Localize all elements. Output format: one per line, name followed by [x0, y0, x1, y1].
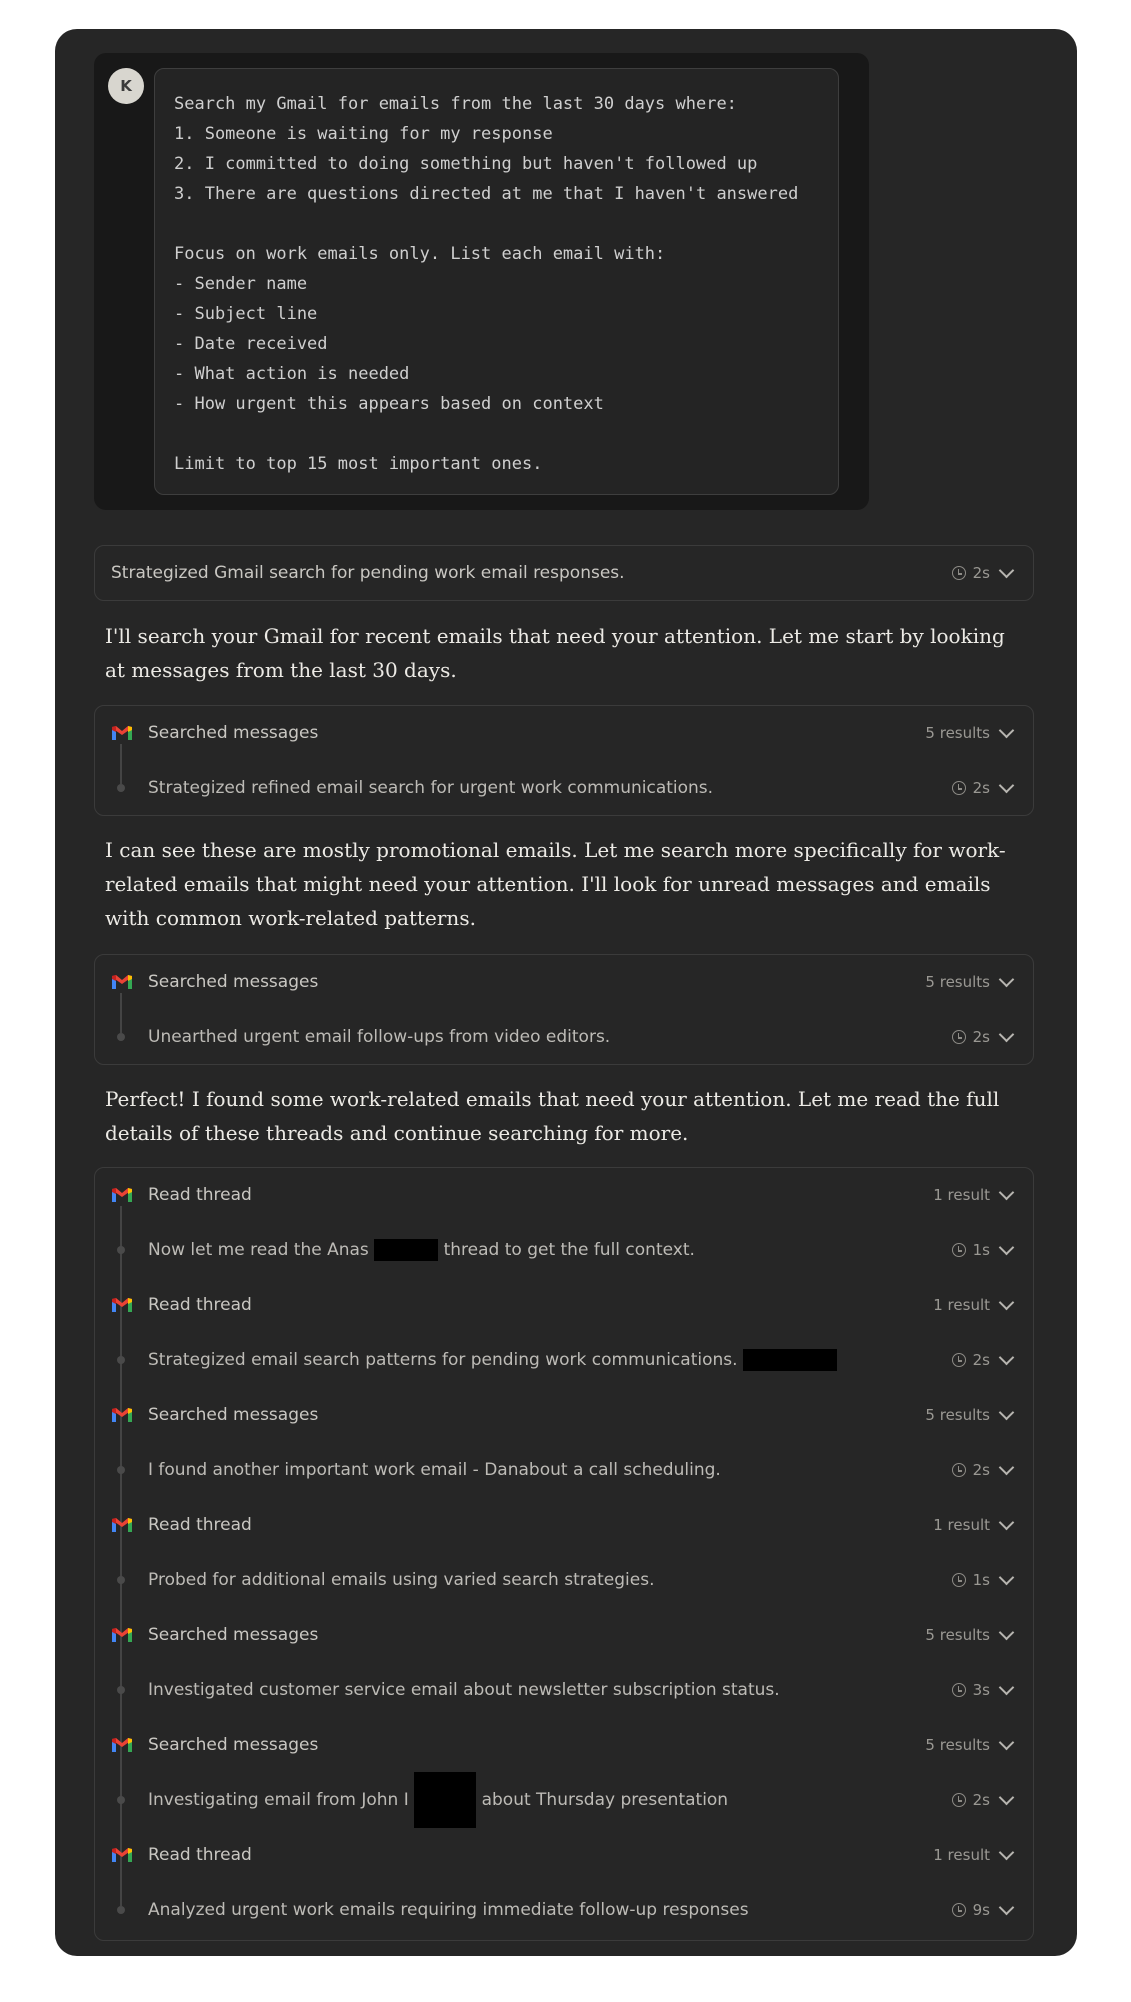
thinking-summary[interactable]: [94, 545, 1034, 601]
tool-call-row[interactable]: [95, 1180, 1033, 1210]
thinking-row[interactable]: [95, 773, 1033, 803]
redacted-name: [374, 1239, 438, 1261]
redacted-name: [414, 1772, 476, 1828]
tool-call-row[interactable]: [95, 718, 1033, 748]
chevron-down-icon[interactable]: [999, 1845, 1015, 1861]
result-count: 1 result: [933, 1846, 990, 1864]
thinking-text: Probed for additional emails using varied search strategies.: [148, 1570, 655, 1590]
result-count: 1 result: [933, 1296, 990, 1314]
thinking-label: [148, 1349, 837, 1371]
step-dot: [117, 1356, 125, 1364]
step-dot: [117, 1033, 125, 1041]
clock-icon: [952, 1573, 966, 1587]
thinking-duration: 2s: [972, 1461, 990, 1479]
tool-call-row[interactable]: [95, 1620, 1033, 1650]
gmail-icon: [111, 1187, 133, 1203]
thinking-row[interactable]: [95, 1565, 1033, 1595]
thinking-text: Investigating email from John I: [148, 1790, 409, 1810]
step-dot: [117, 1796, 125, 1804]
chevron-down-icon[interactable]: [999, 1240, 1015, 1256]
thinking-row[interactable]: [95, 1345, 1033, 1375]
thinking-text: Investigated customer service email about newsletter subscription status.: [148, 1680, 780, 1700]
tool-call-label: Read thread: [148, 1295, 252, 1315]
clock-icon: [952, 1903, 966, 1917]
tool-group: [94, 954, 1034, 1065]
chevron-down-icon[interactable]: [999, 1735, 1015, 1751]
thinking-row[interactable]: [95, 1022, 1033, 1052]
step-dot: [117, 1576, 125, 1584]
tool-call-label: Searched messages: [148, 1625, 319, 1645]
thinking-duration: 2s: [972, 779, 990, 797]
gmail-icon: [111, 725, 133, 741]
clock-icon: [952, 1793, 966, 1807]
tool-group: [94, 705, 1034, 816]
tool-call-label: Searched messages: [148, 972, 319, 992]
thinking-label: Unearthed urgent email follow-ups from video editors.: [148, 1027, 611, 1047]
thinking-label: [148, 1772, 728, 1828]
thinking-row[interactable]: [95, 1455, 1033, 1485]
thinking-duration: 9s: [972, 1901, 990, 1919]
thinking-label: Strategized refined email search for urgent work communications.: [148, 778, 714, 798]
thinking-duration: 1s: [972, 1241, 990, 1259]
chevron-down-icon[interactable]: [999, 1680, 1015, 1696]
redacted-name: [743, 1349, 837, 1371]
thinking-label: [148, 1680, 780, 1700]
chevron-down-icon[interactable]: [999, 1790, 1015, 1806]
chat-container: [55, 29, 1077, 1956]
thinking-text: about Thursday presentation: [481, 1790, 729, 1810]
tool-call-label: Searched messages: [148, 1735, 319, 1755]
clock-icon: [952, 1243, 966, 1257]
gmail-icon: [111, 1627, 133, 1643]
step-dot: [117, 1466, 125, 1474]
thinking-label: [148, 1900, 749, 1920]
thinking-text: Now let me read the Anas: [148, 1240, 369, 1260]
thinking-row[interactable]: [95, 1675, 1033, 1705]
thinking-text: Analyzed urgent work emails requiring immediate follow-up responses: [148, 1900, 749, 1920]
thinking-row[interactable]: [95, 1895, 1033, 1925]
chevron-down-icon[interactable]: [999, 778, 1015, 794]
gmail-icon: [111, 1737, 133, 1753]
result-count: 5 results: [925, 973, 990, 991]
thinking-duration: 2s: [972, 1351, 990, 1369]
chevron-down-icon[interactable]: [999, 1295, 1015, 1311]
thinking-label: [148, 1570, 655, 1590]
thinking-row[interactable]: [95, 1785, 1033, 1815]
thinking-duration: 2s: [972, 1791, 990, 1809]
assistant-paragraph: I'll search your Gmail for recent emails that need your attention. Let me start by looking at messages from the last 30 days.: [105, 624, 1005, 682]
assistant-paragraph: I can see these are mostly promotional emails. Let me search more specifically for work-related emails that might need your attention. I'll look for unread messages and emails with common work-related patterns.: [105, 838, 1006, 930]
result-count: 1 result: [933, 1186, 990, 1204]
tool-call-row[interactable]: [95, 1400, 1033, 1430]
thinking-row[interactable]: [95, 1235, 1033, 1265]
user-message: [94, 53, 869, 510]
step-dot: [117, 784, 125, 792]
chevron-down-icon[interactable]: [999, 563, 1015, 579]
chevron-down-icon[interactable]: [999, 1570, 1015, 1586]
user-avatar: K: [108, 68, 144, 104]
gmail-icon: [111, 1407, 133, 1423]
result-count: 5 results: [925, 724, 990, 742]
chevron-down-icon[interactable]: [999, 1625, 1015, 1641]
thinking-text: Strategized email search patterns for pending work communications.: [148, 1350, 738, 1370]
result-count: 5 results: [925, 1626, 990, 1644]
clock-icon: [952, 1683, 966, 1697]
tool-call-label: Read thread: [148, 1515, 252, 1535]
chevron-down-icon[interactable]: [999, 1185, 1015, 1201]
tool-call-row[interactable]: [95, 967, 1033, 997]
tool-call-label: Searched messages: [148, 723, 319, 743]
thinking-text: thread to get the full context.: [443, 1240, 695, 1260]
tool-call-row[interactable]: [95, 1730, 1033, 1760]
thinking-duration: 3s: [972, 1681, 990, 1699]
chevron-down-icon[interactable]: [999, 1900, 1015, 1916]
chevron-down-icon[interactable]: [999, 723, 1015, 739]
gmail-icon: [111, 1847, 133, 1863]
step-dot: [117, 1906, 125, 1914]
step-dot: [117, 1246, 125, 1254]
gmail-icon: [111, 974, 133, 990]
prompt-code-block: [154, 68, 839, 495]
step-dot: [117, 1686, 125, 1694]
clock-icon: [952, 1030, 966, 1044]
assistant-paragraph: Perfect! I found some work-related emails that need your attention. Let me read the full details of these threads and continue searching for more.: [105, 1087, 1000, 1145]
tool-call-row[interactable]: [95, 1510, 1033, 1540]
chevron-down-icon[interactable]: [999, 1027, 1015, 1043]
clock-icon: [952, 781, 966, 795]
chevron-down-icon[interactable]: [999, 1515, 1015, 1531]
clock-icon: [952, 1353, 966, 1367]
clock-icon: [952, 566, 966, 580]
chevron-down-icon[interactable]: [999, 972, 1015, 988]
result-count: 5 results: [925, 1406, 990, 1424]
thinking-duration: 2s: [972, 564, 990, 582]
result-count: 1 result: [933, 1516, 990, 1534]
tool-call-row[interactable]: [95, 1290, 1033, 1320]
thinking-duration: 1s: [972, 1571, 990, 1589]
thinking-label: Strategized Gmail search for pending work email responses.: [111, 563, 625, 583]
thinking-label: [148, 1239, 695, 1261]
thinking-text: about a call scheduling.: [518, 1460, 721, 1480]
result-count: 5 results: [925, 1736, 990, 1754]
chevron-down-icon[interactable]: [999, 1460, 1015, 1476]
clock-icon: [952, 1463, 966, 1477]
tool-call-row[interactable]: [95, 1840, 1033, 1870]
tool-group: [94, 1167, 1034, 1941]
thinking-duration: 2s: [972, 1028, 990, 1046]
gmail-icon: [111, 1297, 133, 1313]
prompt-text: Search my Gmail for emails from the last 30 days where: 1. Someone is waiting for my response 2. I committed to doing something but haven't followed up 3. There are questions directed at me that I haven't answered Focus on work emails only. List each email with: - Sender name - Subject line - Date received - What action is needed - How urgent this appears based on context Limit to top 15 most important ones.: [174, 94, 799, 474]
thinking-text: I found another important work email - Dan: [148, 1460, 519, 1480]
tool-call-label: Read thread: [148, 1845, 252, 1865]
chevron-down-icon[interactable]: [999, 1350, 1015, 1366]
thinking-label: [148, 1460, 721, 1480]
gmail-icon: [111, 1517, 133, 1533]
tool-call-label: Read thread: [148, 1185, 252, 1205]
tool-call-label: Searched messages: [148, 1405, 319, 1425]
chevron-down-icon[interactable]: [999, 1405, 1015, 1421]
